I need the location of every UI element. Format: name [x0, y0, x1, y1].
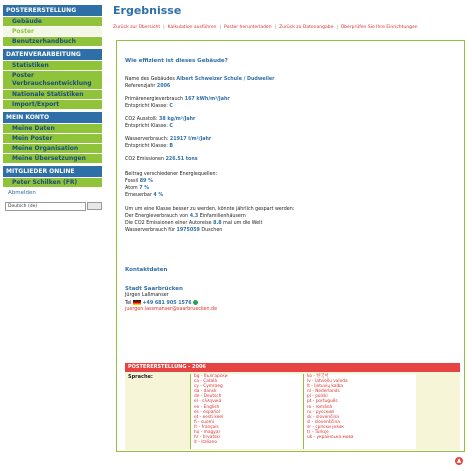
sidebar-item-member[interactable]: Peter Schilken (FR) [3, 178, 102, 188]
emissions-row [125, 157, 198, 163]
result-panel [116, 40, 465, 452]
sidebar-item-poster[interactable]: Poster [3, 27, 102, 37]
language-link[interactable]: uk - українська мова [307, 435, 354, 441]
nav-separator: | [219, 25, 222, 30]
language-link[interactable]: tr - Türkçe [307, 430, 329, 436]
emissions-value: 226.51 tons [165, 157, 198, 162]
sidebar-item-meine-daten[interactable]: Meine Daten [3, 124, 102, 134]
language-link[interactable]: sk - slovenčina [307, 414, 339, 420]
language-link[interactable]: ko - 한국어 [307, 374, 329, 379]
contact-phone-row [125, 300, 198, 307]
language-link[interactable]: cy - Cymraeg [194, 384, 223, 390]
main-content [113, 3, 469, 31]
sidebar-item-gebaeude[interactable]: Gebäude [3, 17, 102, 27]
contact-heading: Kontaktdaten [125, 267, 168, 273]
co2-class-row [125, 124, 173, 130]
language-column-1 [190, 374, 303, 449]
saving-co2-suffix: mal um die Welt [223, 221, 263, 226]
sidebar-item-nationale-statistiken[interactable]: Nationale Statistiken [3, 90, 102, 100]
sidebar-item-benutzerhandbuch[interactable]: Benutzerhandbuch [3, 37, 102, 47]
fossil-row [125, 179, 153, 185]
building-row [125, 77, 274, 83]
saving-energy-suffix: Einfamilienhäusern [199, 214, 246, 219]
sidebar-item-mein-poster[interactable]: Mein Poster [3, 134, 102, 144]
nav-link-overview[interactable]: Zurück zur Übersicht [113, 25, 161, 30]
building-name: Albert Schweizer Schule / Dudweiler [176, 77, 275, 82]
top-navigation [113, 25, 469, 31]
water-class-label: Entspricht Klasse: [125, 144, 168, 149]
page-title: Ergebnisse [113, 4, 182, 17]
language-column-2 [303, 374, 416, 449]
nav-separator: | [274, 25, 277, 30]
co2-value: 38 kg/m²/Jahr [159, 117, 196, 122]
language-link[interactable]: hr - hrvatski [194, 435, 221, 441]
saving-co2-value: 8.8 [213, 221, 222, 226]
language-link[interactable]: pl - polski [307, 394, 328, 400]
table-title: POSTERERSTELLUNG - 2006 [125, 363, 460, 372]
language-link[interactable]: lv - latviešu valoda [307, 379, 348, 385]
language-link[interactable]: de - Deutsch [194, 394, 222, 400]
section-title-mitglieder-online: MITGLIEDER ONLINE [3, 166, 102, 178]
language-row [125, 374, 460, 450]
sidebar-item-import-export[interactable]: Import/Export [3, 100, 102, 110]
emissions-label: CO2 Emissionen [125, 157, 165, 162]
saving-energy-value: 4.3 [189, 214, 199, 219]
sidebar-item-statistiken[interactable]: Statistiken [3, 61, 102, 71]
language-link[interactable]: lt - lietuvių kalba [307, 384, 344, 390]
ref-year-label: Referenzjahr [125, 84, 156, 89]
sidebar-item-poster-verbrauchsentwicklung[interactable]: Poster Verbrauchsentwicklung [3, 71, 102, 90]
saving-co2-row [125, 221, 262, 227]
language-link[interactable]: fi - suomi [194, 419, 214, 425]
language-link[interactable]: ca - Català [194, 379, 218, 385]
saving-water-value: 1975059 [176, 228, 200, 233]
building-label: Name des Gebäudes [125, 77, 175, 82]
nav-separator: | [336, 25, 338, 30]
atom-value: 7 % [139, 186, 150, 191]
saving-water-prefix: Wasserverbrauch für [125, 228, 175, 233]
nav-separator: | [163, 25, 165, 30]
fossil-label: Fossil [125, 179, 139, 184]
language-link[interactable]: da - dansk [194, 389, 217, 395]
energy-mix-label: Beitrag verschiedener Energiequellen: [125, 172, 218, 177]
language-link[interactable]: en - English [194, 404, 220, 410]
water-class-value: B [169, 144, 174, 149]
saving-intro: Um um eine Klasse besser zu werden, könnte jährlich gespart werden: [125, 207, 295, 212]
renewable-value: 4 % [153, 193, 164, 198]
contact-person: Jürgen Laßmanser [125, 293, 169, 298]
language-link[interactable]: ro - română [307, 404, 333, 410]
water-label: Wasserverbrauch: [125, 137, 169, 142]
phone-icon[interactable] [193, 300, 198, 305]
tel-label: Tel [125, 301, 132, 306]
language-submit-button[interactable] [87, 202, 102, 210]
atom-label: Atom [125, 186, 138, 191]
nav-link-download[interactable]: Poster herunterladen [224, 25, 272, 30]
contact-email[interactable]: juergen.lassmanser@saarbruecken.de [125, 307, 218, 312]
co2-class-label: Entspricht Klasse: [125, 124, 168, 129]
sidebar-item-meine-organisation[interactable]: Meine Organisation [3, 144, 102, 154]
poster-language-table [125, 363, 460, 450]
efficiency-heading: Wie effizient ist dieses Gebäude? [125, 58, 228, 64]
water-value: 21917 l/m²/Jahr [169, 137, 212, 142]
language-link[interactable]: pt - português [307, 399, 338, 405]
primary-energy-row [125, 97, 230, 103]
co2-row [125, 117, 195, 123]
primary-energy-label: Primärenergieverbrauch [125, 97, 184, 102]
atom-row [125, 186, 149, 192]
renewable-row [125, 193, 163, 199]
scroll-to-top-icon[interactable]: ▲ [456, 457, 462, 464]
water-class-row [125, 144, 173, 150]
fossil-value: 89 % [139, 179, 153, 184]
ref-year-row [125, 84, 170, 90]
language-select[interactable]: Deutsch (de) [5, 202, 86, 211]
language-link[interactable]: hu - magyar [194, 430, 221, 436]
co2-class-value: C [169, 124, 173, 129]
logout-link[interactable]: Abmelden [8, 190, 36, 196]
german-flag-icon [133, 300, 141, 305]
language-link[interactable]: el - ελληνικά [194, 399, 222, 405]
language-link[interactable]: bg - български [194, 374, 228, 379]
nav-link-data-entry[interactable]: Zurück zu Datenangabe [279, 25, 334, 30]
saving-water-row [125, 228, 222, 234]
saving-energy-row [125, 214, 246, 220]
phone-number[interactable]: +49 681 905 1576 [142, 301, 192, 306]
language-link[interactable]: it - italiano [194, 440, 218, 446]
language-link[interactable]: et - eesti keel [194, 414, 224, 420]
saving-water-suffix: Duschen [201, 228, 223, 233]
saving-energy-prefix: Der Energieverbrauch von [125, 214, 189, 219]
language-link[interactable]: fr - français [194, 424, 219, 430]
ref-year-value: 2006 [156, 84, 171, 89]
language-link[interactable]: nl - Nederlands [307, 389, 340, 395]
primary-energy-value: 167 kWh/m²/Jahr [184, 97, 230, 102]
language-link[interactable]: ru - русский [307, 409, 334, 415]
section-title-mein-konto: MEIN KONTO [3, 112, 102, 124]
contact-city: Stadt Saarbrücken [125, 286, 183, 292]
renewable-label: Erneuerbar [125, 193, 152, 198]
language-link[interactable]: sl - slovenščina [307, 419, 340, 425]
language-label: Sprache: [128, 374, 153, 380]
co2-label: CO2 Ausstoß: [125, 117, 158, 122]
sidebar-item-meine-uebersetzungen[interactable]: Meine Übersetzungen [3, 154, 102, 164]
section-title-datenverarbeitung: DATENVERARBEITUNG [3, 49, 102, 61]
language-link[interactable]: es - español [194, 409, 220, 415]
language-link[interactable]: sr - српски језик [307, 424, 344, 430]
primary-class-label: Entspricht Klasse: [125, 104, 168, 109]
nav-link-calculate[interactable]: Kalkulation ausführen [167, 25, 217, 30]
sidebar [3, 3, 102, 210]
section-title-postererstellung: POSTERERSTELLUNG [3, 5, 102, 17]
primary-class-value: C [169, 104, 173, 109]
water-row [125, 137, 211, 143]
nav-link-check-facilities[interactable]: Überprüfen Sie Ihre Einrichtungen [340, 25, 418, 30]
primary-class-row [125, 104, 173, 110]
language-picker [3, 202, 102, 210]
saving-co2-prefix: Die CO2 Emissionen einer Autoreise [125, 221, 212, 226]
